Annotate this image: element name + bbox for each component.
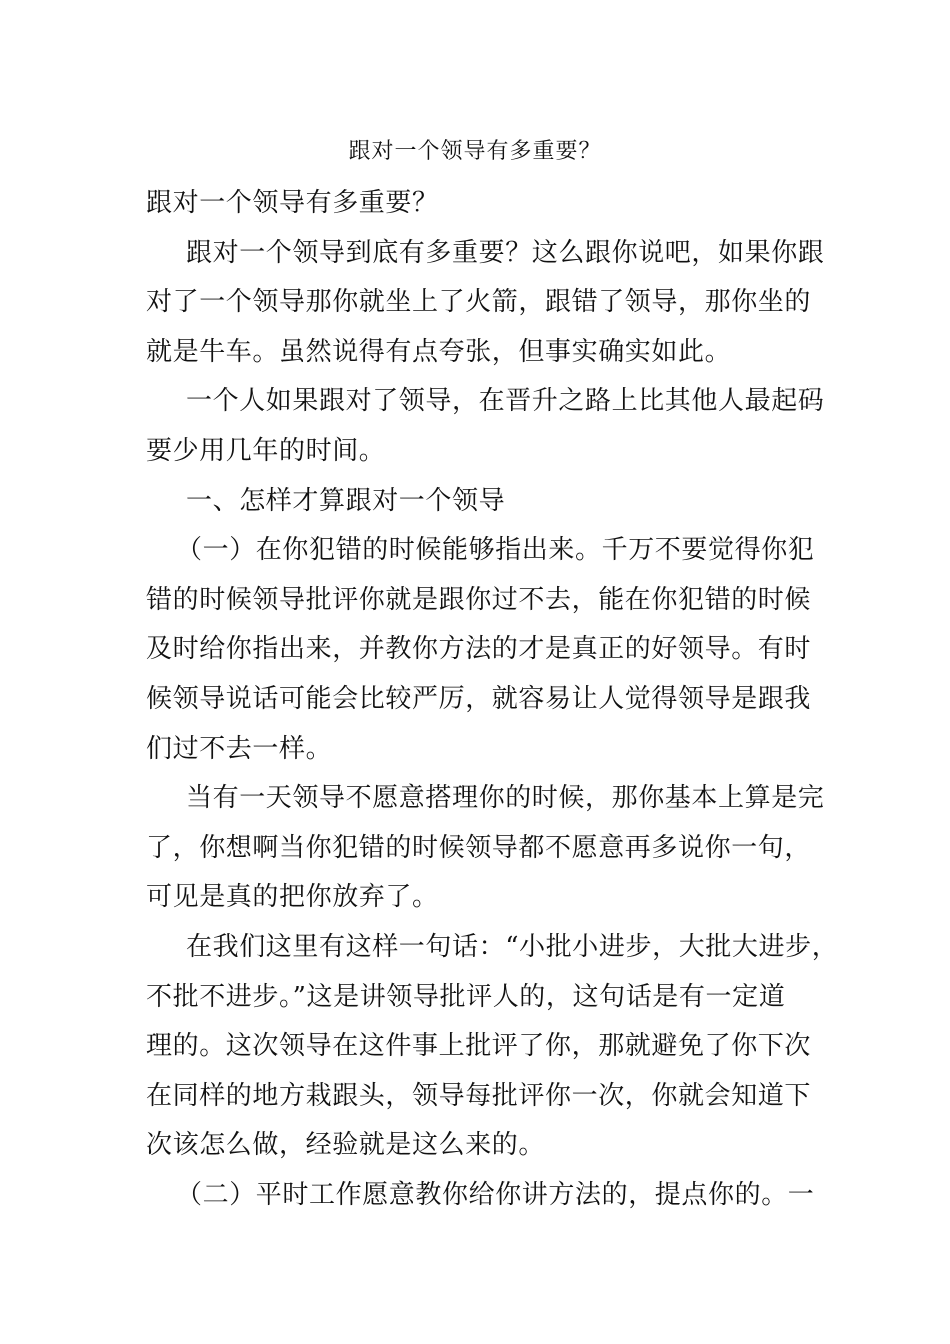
paragraph-line: （二）平时工作愿意教你给你讲方法的，提点你的。一 [176, 1179, 815, 1210]
paragraph-line: 不批不进步。”这是讲领导批评人的，这句话是有一定道 [146, 981, 786, 1012]
paragraph-line: 次该怎么做，经验就是这么来的。 [146, 1130, 546, 1161]
paragraph-line: 在我们这里有这样一句话：“小批小进步，大批大进步， [186, 931, 839, 962]
paragraph-line: 要少用几年的时间。 [146, 435, 386, 466]
paragraph-line: 们过不去一样。 [146, 733, 333, 764]
document-body [146, 179, 839, 1220]
paragraph-line: 错的时候领导批评你就是跟你过不去，能在你犯错的时候 [146, 584, 812, 615]
paragraph-line: 就是牛车。虽然说得有点夸张，但事实确实如此。 [146, 336, 732, 367]
paragraph-line: 一个人如果跟对了领导，在晋升之路上比其他人最起码 [186, 386, 825, 417]
paragraph-line: 对了一个领导那你就坐上了火箭，跟错了领导，那你坐的 [146, 287, 812, 318]
section-heading: 一、怎样才算跟对一个领导 [186, 485, 506, 516]
document-title: 跟对一个领导有多重要？ [348, 139, 602, 164]
paragraph-line: 及时给你指出来，并教你方法的才是真正的好领导。有时 [146, 634, 812, 665]
paragraph-line: 在同样的地方栽跟头，领导每批评你一次，你就会知道下 [146, 1080, 812, 1111]
paragraph-line: 理的。这次领导在这件事上批评了你，那就避免了你下次 [146, 1031, 812, 1062]
paragraph-line: 可见是真的把你放弃了。 [146, 882, 439, 913]
subtitle-line: 跟对一个领导有多重要？ [146, 188, 439, 218]
paragraph-line: 当有一天领导不愿意搭理你的时候，那你基本上算是完 [186, 783, 825, 814]
paragraph-line: （一）在你犯错的时候能够指出来。千万不要觉得你犯 [176, 535, 815, 566]
paragraph-line: 候领导说话可能会比较严厉，就容易让人觉得领导是跟我 [146, 683, 812, 714]
paragraph-line: 了，你想啊当你犯错的时候领导都不愿意再多说你一句， [146, 832, 812, 863]
paragraph-line: 跟对一个领导到底有多重要？这么跟你说吧，如果你跟 [186, 237, 825, 268]
